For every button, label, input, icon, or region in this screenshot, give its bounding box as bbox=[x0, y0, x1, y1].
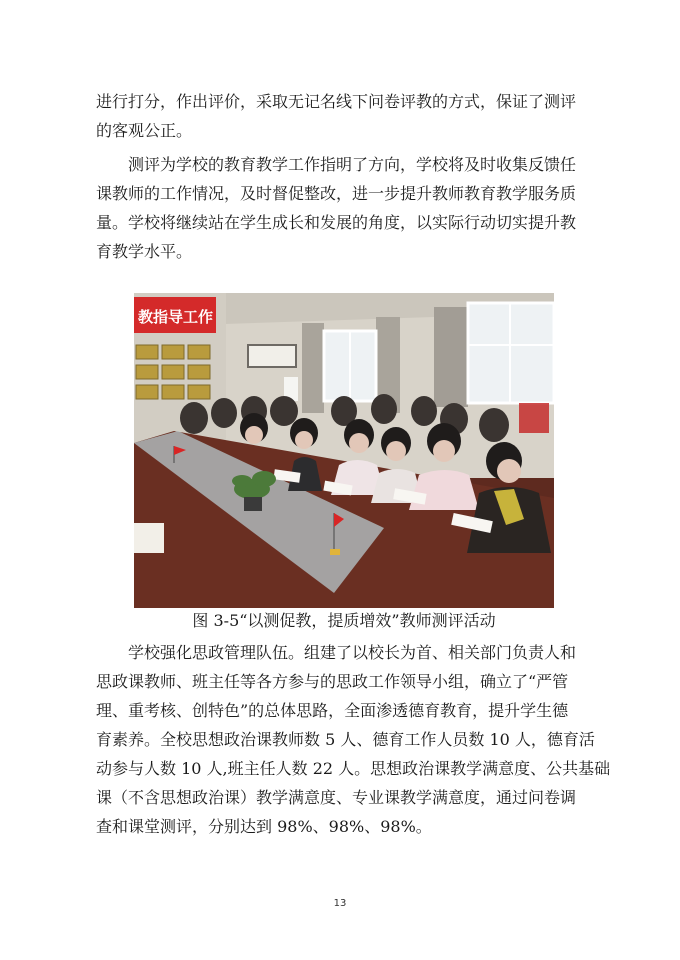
paragraph-line: 量。学校将继续站在学生成长和发展的角度，以实际行动切实提升教 bbox=[96, 213, 577, 232]
paragraph-line: 育教学水平。 bbox=[96, 242, 193, 261]
paragraph-line: 动参与人数 10 人,班主任人数 22 人。思想政治课教学满意度、公共基础 bbox=[96, 759, 611, 778]
paragraph-evaluation-method bbox=[96, 87, 596, 145]
paragraph-line: 的客观公正。 bbox=[96, 121, 193, 140]
paragraph-line: 进行打分，作出评价，采取无记名线下问卷评教的方式，保证了测评 bbox=[96, 92, 577, 111]
paragraph-line: 课（不含思想政治课）教学满意度、专业课教学满意度，通过问卷调 bbox=[96, 788, 577, 807]
paragraph-line: 学校强化思政管理队伍。组建了以校长为首、相关部门负责人和 bbox=[96, 643, 577, 662]
paragraph-line: 测评为学校的教育教学工作指明了方向，学校将及时收集反馈任 bbox=[96, 155, 577, 174]
banner-text: 教指导工作 bbox=[138, 308, 214, 326]
paragraph-line: 育素养。全校思想政治课教师数 5 人、德育工作人员数 10 人，德育活 bbox=[96, 730, 595, 749]
paragraph-evaluation-direction bbox=[96, 150, 596, 266]
page-number: 13 bbox=[333, 898, 347, 909]
paragraph-line: 理、重考核、创特色”的总体思路，全面渗透德育教育，提升学生德 bbox=[96, 701, 569, 720]
paragraph-line: 查和课堂测评，分别达到 98%、98%、98%。 bbox=[96, 817, 432, 836]
paragraph-line: 思政课教师、班主任等各方参与的思政工作领导小组，确立了“严管 bbox=[96, 672, 569, 691]
paragraph-line: 课教师的工作情况，及时督促整改，进一步提升教师教育教学服务质 bbox=[96, 184, 577, 203]
paragraph-ideological-management bbox=[96, 638, 611, 841]
teacher-evaluation-photo bbox=[134, 293, 554, 608]
figure-caption: 图 3-5“以测促教，提质增效”教师测评活动 bbox=[192, 611, 496, 630]
